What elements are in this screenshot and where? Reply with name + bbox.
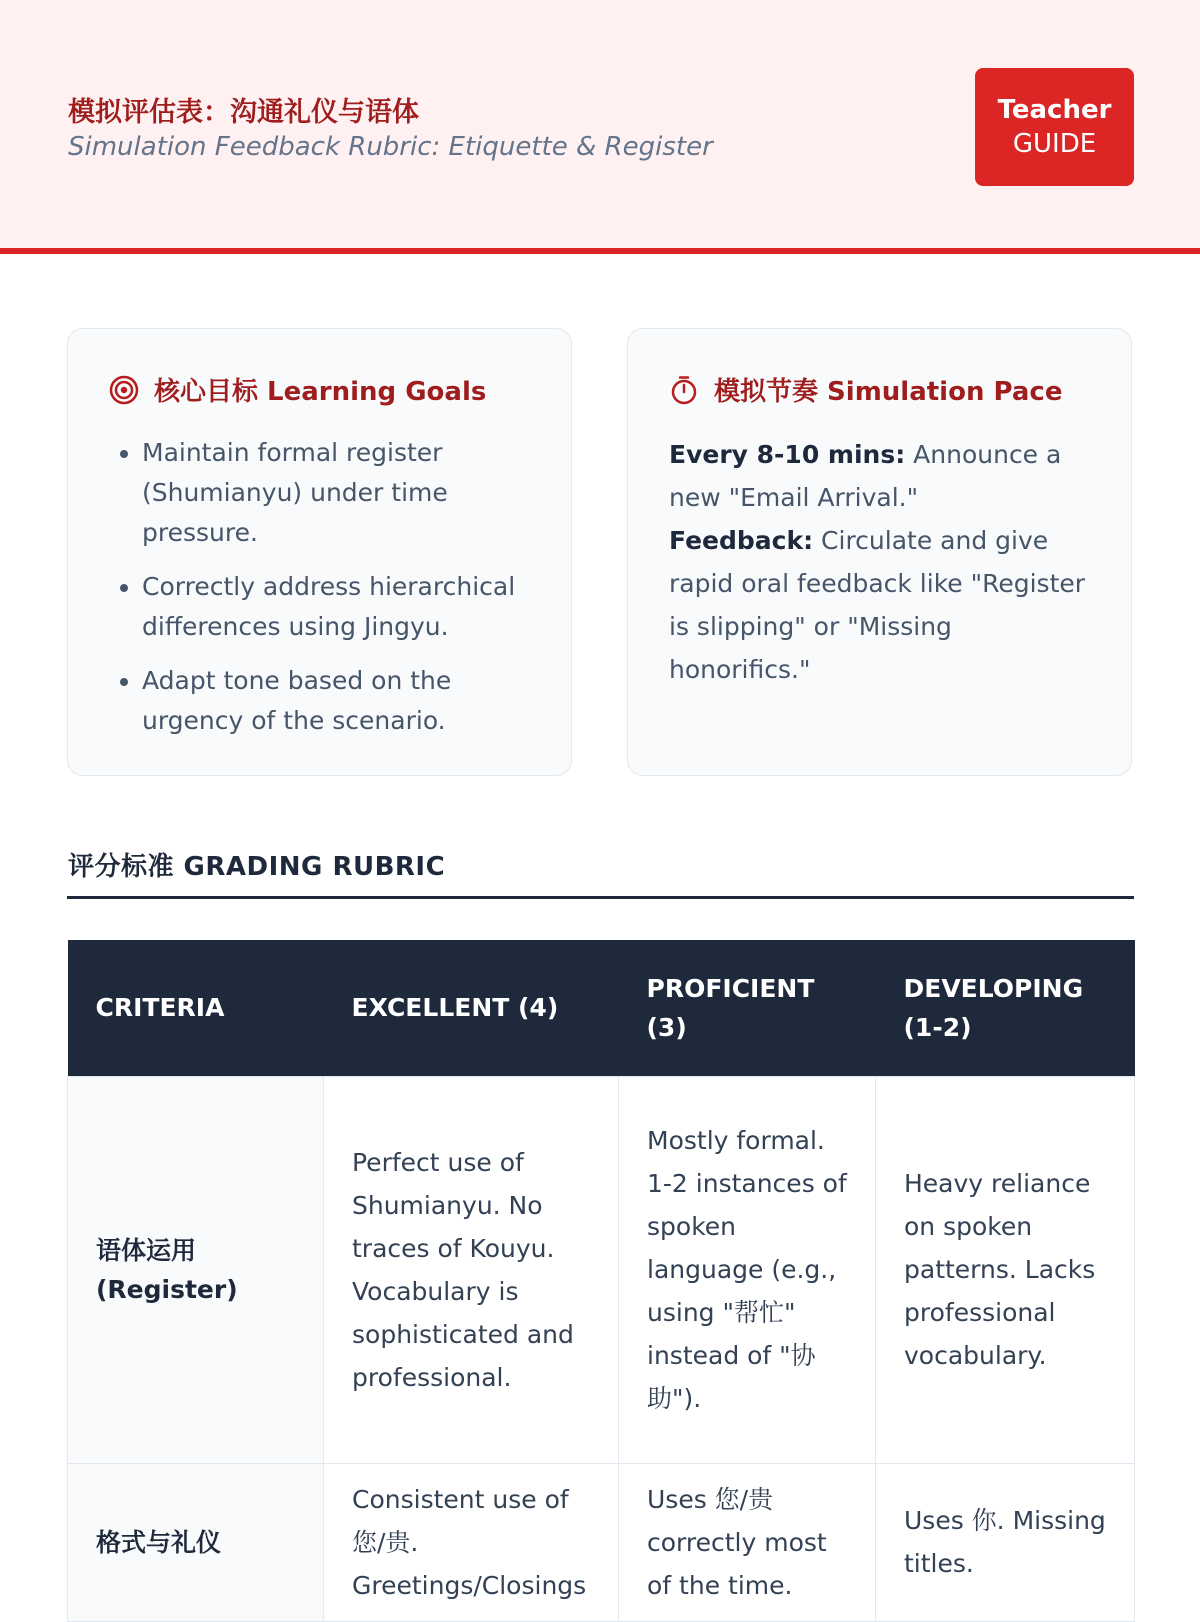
criteria-cell: 格式与礼仪	[68, 1463, 324, 1621]
page-subtitle-en: Simulation Feedback Rubric: Etiquette & Register	[68, 132, 713, 162]
learning-goals-title-row	[108, 371, 486, 408]
badge-line-2: GUIDE	[1012, 129, 1097, 159]
pace-label-feedback: Feedback:	[669, 526, 814, 555]
simulation-pace-title: 模拟节奏 Simulation Pace	[714, 377, 1063, 407]
learning-goals-list	[108, 433, 538, 755]
excellent-cell: Consistent use of 您/贵. Greetings/Closings	[324, 1463, 619, 1621]
list-item: • Correctly address hierarchical differences using Jingyu.	[142, 567, 538, 647]
grading-rubric-table	[67, 940, 1135, 1622]
learning-goals-card	[67, 328, 572, 776]
table-row	[68, 1076, 1135, 1463]
simulation-pace-title-row	[668, 371, 1062, 408]
developing-cell: Uses 你. Missing titles.	[876, 1463, 1135, 1621]
header-excellent: EXCELLENT (4)	[324, 940, 619, 1076]
list-item: • Adapt tone based on the urgency of the scenario.	[142, 661, 538, 741]
list-item: • Maintain formal register (Shumianyu) under time pressure.	[142, 433, 538, 553]
criteria-cell: 语体运用 (Register)	[68, 1076, 324, 1463]
teacher-guide-badge[interactable]	[975, 68, 1134, 186]
proficient-cell: Mostly formal. 1-2 instances of spoken language (e.g., using "帮忙" instead of "协助").	[619, 1076, 876, 1463]
target-icon	[108, 374, 140, 406]
excellent-cell: Perfect use of Shumianyu. No traces of Kouyu. Vocabulary is sophisticated and professional.	[324, 1076, 619, 1463]
stopwatch-icon	[668, 374, 700, 406]
simulation-pace-card	[627, 328, 1132, 776]
rubric-section-title: 评分标准 GRADING RUBRIC	[68, 852, 446, 882]
table-header-row	[68, 940, 1135, 1076]
header-developing: DEVELOPING (1-2)	[876, 940, 1135, 1076]
learning-goals-title: 核心目标 Learning Goals	[154, 377, 487, 407]
badge-line-1: Teacher	[997, 95, 1112, 125]
page-title-zh: 模拟评估表：沟通礼仪与语体	[68, 97, 419, 128]
developing-cell: Heavy reliance on spoken patterns. Lacks professional vocabulary.	[876, 1076, 1135, 1463]
rubric-divider	[67, 896, 1134, 899]
header-proficient: PROFICIENT (3)	[619, 940, 876, 1076]
pace-text-feedback: Circulate and give rapid oral feedback like "Register is slipping" or "Missing honorifics."	[669, 526, 1086, 684]
table-row	[68, 1463, 1135, 1621]
pace-text-interval: Announce a new "Email Arrival."	[669, 440, 1062, 512]
header-criteria: CRITERIA	[68, 940, 324, 1076]
page-header	[0, 0, 1200, 254]
proficient-cell: Uses 您/贵 correctly most of the time.	[619, 1463, 876, 1621]
simulation-pace-body	[669, 433, 1099, 691]
pace-label-interval: Every 8-10 mins:	[669, 440, 906, 469]
